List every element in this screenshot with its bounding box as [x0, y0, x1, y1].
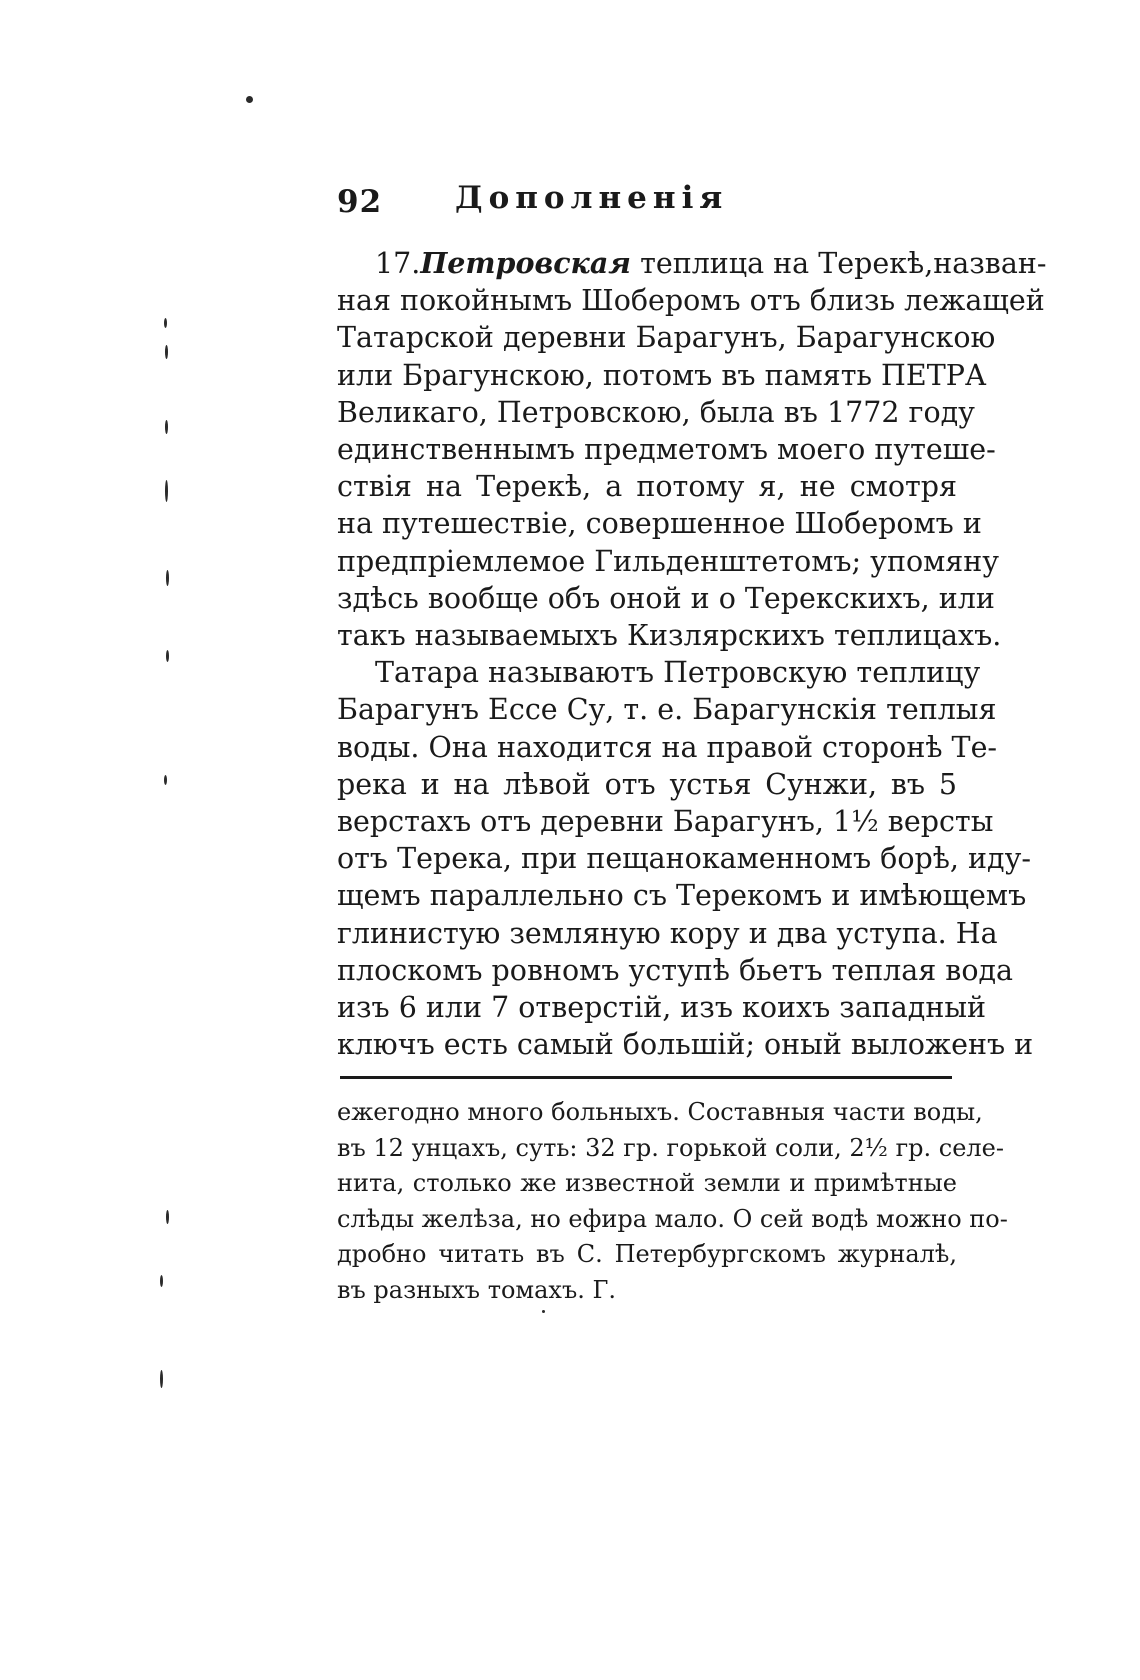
footnote-line: въ разныхъ томахъ. Г.	[337, 1275, 616, 1304]
scan-speck	[164, 318, 167, 328]
text-line: река и на лѣвой отъ устья Сунжи, въ 5	[337, 767, 957, 801]
text-line: Татара называютъ Петровскую теплицу	[375, 656, 981, 690]
text-line: воды. Она находится на правой сторонѣ Те-	[337, 730, 998, 764]
text-line: ключъ есть самый большій; оный выложенъ и	[337, 1028, 1034, 1062]
text-line: ствія на Терекѣ, а потому я, не смотря	[337, 470, 957, 504]
text-line: изъ 6 или 7 отверстій, изъ коихъ западный	[337, 991, 987, 1025]
item-number: 17.	[375, 247, 421, 280]
scan-speck	[160, 1275, 163, 1287]
scan-speck	[542, 1310, 545, 1313]
text-line: Великаго, Петровскою, была въ 1772 году	[337, 395, 975, 429]
text-line: здѣсь вообще объ оной и о Терекскихъ, или	[337, 581, 995, 615]
text-line: отъ Терека, при пещанокаменномъ борѣ, иду-	[337, 842, 1031, 876]
scan-speck	[165, 345, 168, 359]
text-line: щемъ параллельно съ Терекомъ и имѣющемъ	[337, 879, 1027, 913]
scan-speck	[165, 480, 168, 502]
text-line: Татарской деревни Барагунъ, Барагунскою	[337, 321, 996, 355]
text-line: или Брагунскою, потомъ въ память ПЕТРА	[337, 358, 987, 392]
footnote	[337, 1095, 1008, 1308]
footnote-line: нита, столько же известной земли и примѣтные	[337, 1169, 957, 1197]
scan-speck	[246, 96, 253, 103]
scan-speck	[164, 775, 167, 785]
scan-speck	[166, 1210, 169, 1224]
footnote-line: слѣды желѣза, но ефира мало. О сей водѣ можно по-	[337, 1204, 1008, 1233]
text-line: плоскомъ ровномъ уступѣ бьетъ теплая вода	[337, 953, 1014, 987]
scan-speck	[165, 420, 168, 434]
main-text	[337, 245, 1047, 1063]
text-line: единственнымъ предметомъ моего путеше-	[337, 433, 996, 467]
text-line-rest: теплица на Терекѣ,назван-	[640, 247, 1047, 280]
footnote-divider	[340, 1076, 952, 1079]
text-line	[337, 245, 1047, 282]
lead-word: Петровская	[420, 246, 631, 280]
text-line: глинистую земляную кору и два уступа. На	[337, 916, 998, 950]
scan-speck	[166, 650, 169, 662]
text-line: на путешествіе, совершенное Шоберомъ и	[337, 507, 982, 541]
footnote-line: дробно читать въ С. Петербургскомъ журналѣ,	[337, 1240, 957, 1268]
footnote-line: ежегодно много больныхъ. Составныя части воды,	[337, 1098, 983, 1126]
text-line: верстахъ отъ деревни Барагунъ, 1½ версты	[337, 805, 994, 839]
page-number: 92	[337, 184, 383, 220]
page-header	[337, 180, 957, 224]
text-line: предпріемлемое Гильденштетомъ; упомяну	[337, 544, 1000, 578]
text-line: ная покойнымъ Шоберомъ отъ близь лежащей	[337, 284, 1045, 318]
scan-speck	[166, 570, 169, 586]
text-line: Барагунъ Ессе Су, т. е. Барагунскія теплыя	[337, 693, 997, 727]
text-line: такъ называемыхъ Кизлярскихъ теплицахъ.	[337, 619, 1002, 653]
running-title: Дополненія	[455, 180, 729, 216]
scan-speck	[160, 1370, 163, 1388]
footnote-line: въ 12 унцахъ, суть: 32 гр. горькой соли, 2½ гр. селе-	[337, 1133, 1004, 1162]
